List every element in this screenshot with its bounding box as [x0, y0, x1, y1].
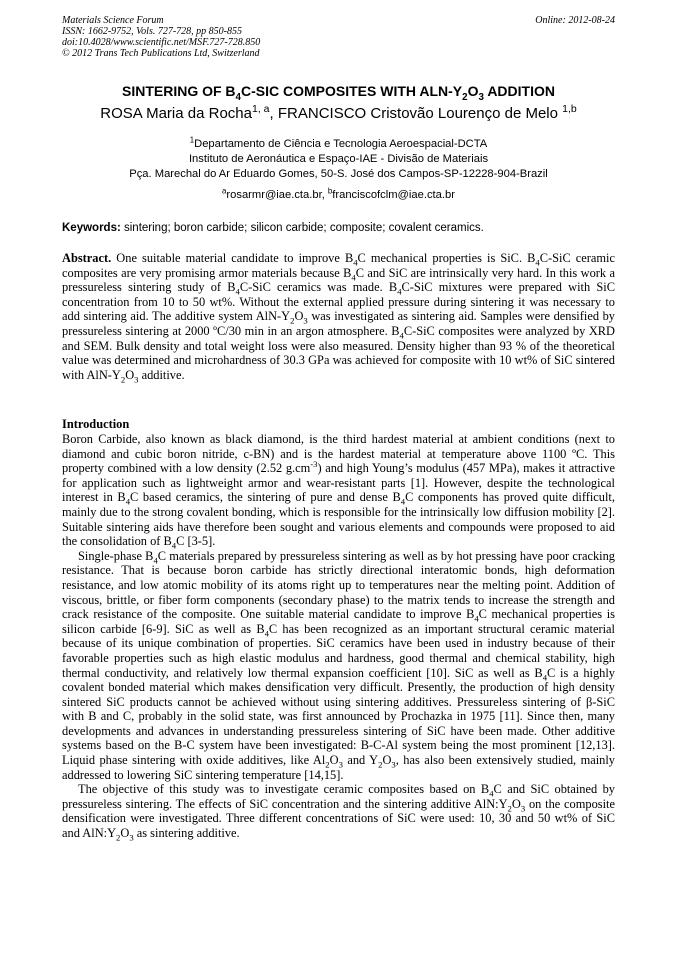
introduction-body: [62, 432, 615, 841]
keywords-text: sintering; boron carbide; silicon carbide; composite; covalent ceramics.: [120, 222, 484, 234]
author-name: FRANCISCO Cristovão Lourenço de Melo: [277, 105, 563, 122]
author-separator: ,: [269, 105, 278, 122]
author-emails: [62, 188, 615, 203]
affiliation-line-3: Pça. Marechal do Ar Eduardo Gomes, 50-S. José dos Campos-SP-12228-904-Brazil: [129, 168, 548, 180]
journal-header: [62, 15, 260, 59]
section-heading-introduction: Introduction: [62, 417, 130, 431]
paper-title: [62, 82, 615, 103]
title-sub: 4: [235, 91, 241, 103]
issn-line: ISSN: 1662-9752, Vols. 727-728, pp 850-855: [62, 26, 242, 37]
email-mark: b: [327, 186, 333, 196]
abstract: [62, 251, 615, 385]
affiliation: [62, 137, 615, 182]
email-link[interactable]: franciscofclm@iae.cta.br: [332, 189, 455, 201]
title-sub: 3: [478, 91, 484, 103]
affiliation-line-1: [62, 137, 615, 152]
introduction-paragraph: Single-phase $B_4C$ materials prepared by pressureless sintering as well as by hot pressing have poor cracking resistance. That is because boron carbide has strictly directional interatomic bonds, high deformation resistance, and low atomic mobility of its atoms right up to temperatures near the melting point. Addition of viscous, brittle, or fiber form components (secondary phase) to the matrix tends to increase the strength and crack resistance of the composite. One suitable material candidate to improve $B_4C$ mechanical properties is silicon carbide [6-9]. SiC as well as $B_4C$ has been recognized as an important structural ceramic material because of its unique combination of properties. SiC ceramics have been used in industry because of their favorable properties such as high elastic modulus and hardness, good thermal and chemical stability, high thermal conductivity, and relatively low thermal expansion coefficient [10]. SiC as well as $B_4C$ is a highly covalent bonded material which makes densification very difficult. Presently, the production of high density sintered SiC products cannot be achieved without using sintering additives. Pressureless sintering of β-SiC with B and C, probably in the solid state, was first announced by Prochazka in 1975 [11]. Since then, many developments and advances in understanding pressureless sintering of SiC have been made. Other additive systems based on the B-C system have been investigated: B-C-Al system being the most prominent [12,13]. Liquid phase sintering with oxide additives, like $Al_2O_3$ and $Y_2O_3$, has also been extensively studied, mainly addressed to lowering SiC sintering temperature [14,15].: [62, 548, 616, 782]
email-mark: a: [222, 186, 227, 196]
online-date: Online: 2012-08-24: [535, 15, 615, 26]
introduction-paragraph: The objective of this study was to investigate ceramic composites based on $B_4C$ and SiC obtained by pressureless sintering. The effects of SiC concentration and the sintering additive $AlN:Y_2O_3$ on the composite densification were investigated. Three different concentrations of SiC were used: 10, 30 and 50 wt% of SiC and $AlN:Y_2O_3$ as sintering additive.: [62, 782, 615, 843]
keywords: [62, 221, 615, 236]
title-part: SINTERING OF B: [121, 83, 236, 99]
title-sub: 2: [462, 91, 468, 103]
title-part: O: [467, 83, 479, 99]
title-part: C-SIC COMPOSITES WITH ALN-Y: [241, 83, 463, 99]
affil-dept: Departamento de Ciência e Tecnologia Aeroespacial-DCTA: [194, 138, 488, 150]
abstract-paragraph: [62, 251, 615, 385]
affil-mark: 1: [189, 135, 195, 145]
journal-name: Materials Science Forum: [62, 15, 164, 26]
abstract-text: One suitable material candidate to improve $B_4C$ mechanical properties is SiC. $B_4C$-SiC ceramic composites are very promising armor materials because $B_4C$ and SiC are intrinsically very hard. In this work a pressureless sintering study of $B_4C$-SiC ceramics was made. $B_4C$-SiC mixtures were prepared with SiC concentration from 10 to 50 wt%. Without the external applied pressure during sintering it was necessary to add sintering aid. The additive system AlN-$Y_2O_3$ was investigated as sintering aid. Samples were densified by pressureless sintering at 2000 ºC/30 min in an argon atmosphere. $B_4C$-SiC composites were analyzed by XRD and SEM. Bulk density and total weight loss were also measured. Density higher than 93 % of the theoretical value was determined and microhardness of 30.3 GPa was achieved for composite with 10 wt% of SiC sintered with AlN-$Y_2O_3$ additive.: [62, 251, 615, 385]
introduction-paragraph: Boron Carbide, also known as black diamond, is the third hardest material at ambient conditions (next to diamond and cubic boron nitride, c-BN) and is the hardest material at temperature above 1100 ºC. This property combined with a low density (2.52 $g.cm^{-3}$) and high Young’s modulus (457 MPa), makes it attractive for application such as lightweight armor and wear-resistant parts [1]. However, despite the technological interest in $B_4C$ based ceramics, the sintering of pure and dense $B_4C$ components has proved quite difficult, mainly due to the strong covalent bonding, which is responsible for the intrinsically low diffusion mobility [2]. Suitable sintering aids have therefore been sought and various elements and compounds were proposed to aid the consolidation of $B_4C$ [3-5].: [62, 432, 616, 551]
author-name: ROSA Maria da Rocha: [100, 105, 252, 122]
keywords-label: Keywords:: [62, 222, 121, 234]
title-part: ADDITION: [483, 83, 555, 99]
email-link[interactable]: rosarmr@iae.cta.br,: [226, 189, 328, 201]
abstract-label: Abstract.: [62, 251, 112, 265]
copyright-line: © 2012 Trans Tech Publications Ltd, Switzerland: [62, 48, 260, 59]
doi-line[interactable]: doi:10.4028/www.scientific.net/MSF.727-728.850: [62, 37, 261, 48]
author-affil-mark: 1, a: [252, 103, 270, 115]
author-affil-mark: 1,b: [562, 103, 577, 115]
author-list: [62, 104, 615, 124]
affiliation-line-2: Instituto de Aeronáutica e Espaço-IAE - Divisão de Materiais: [188, 153, 489, 165]
